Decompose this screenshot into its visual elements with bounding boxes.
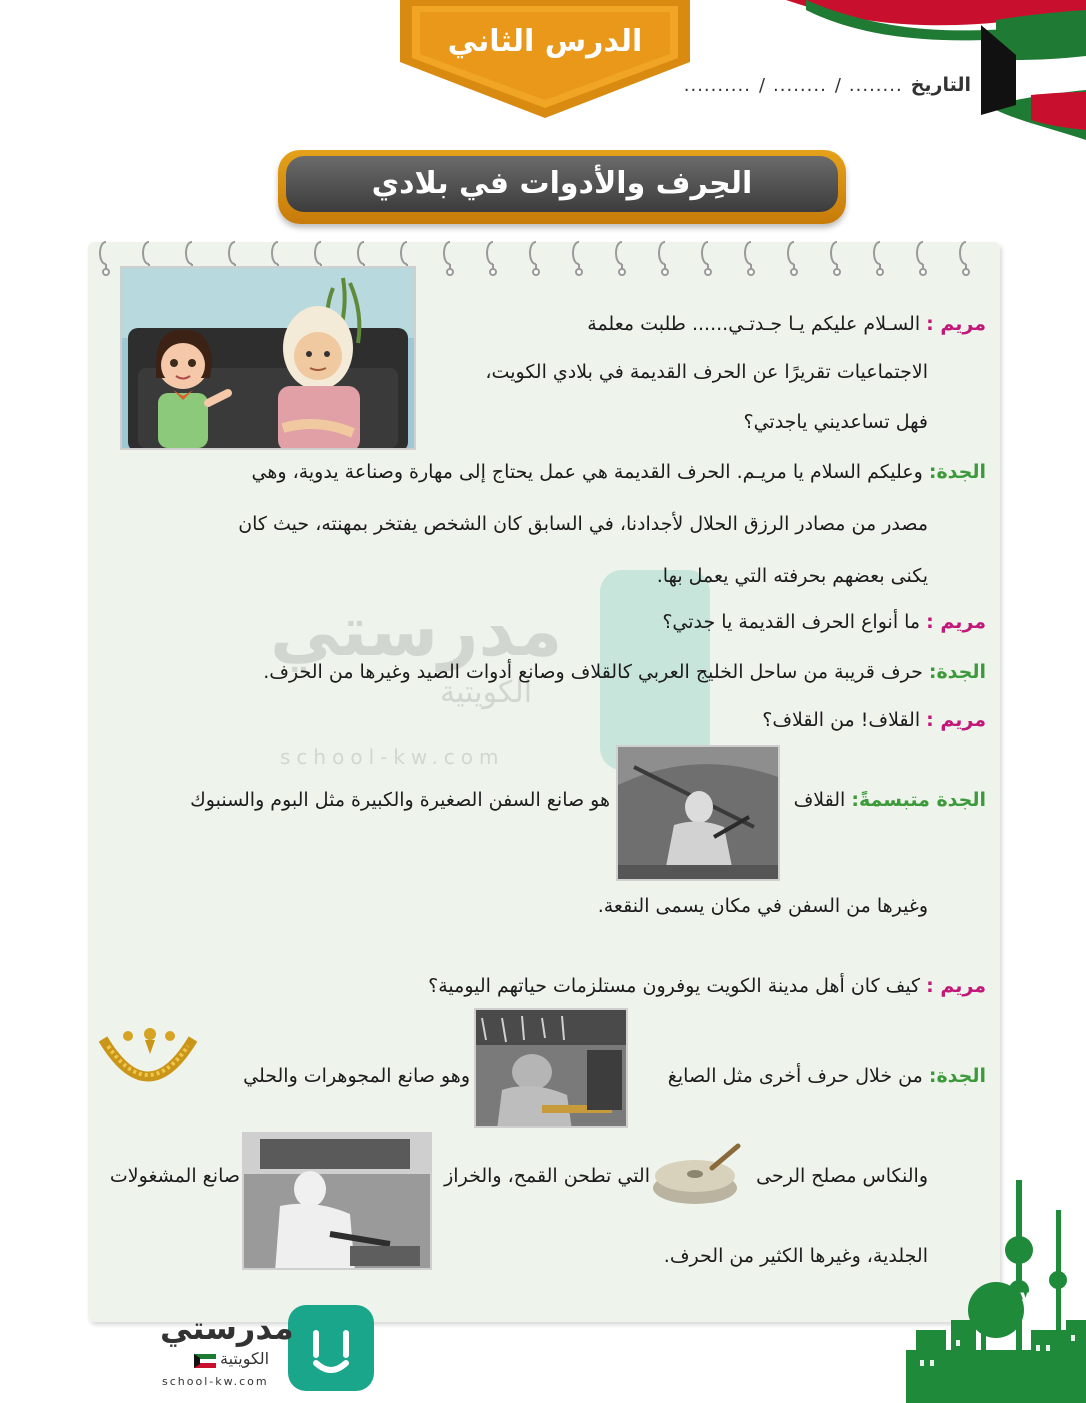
speaker-maryam: مريم :	[926, 709, 986, 731]
dialogue-text: الاجتماعيات تقريرًا عن الحرف القديمة في بلادي الكويت،	[485, 361, 928, 383]
dialogue-text: فهل تساعديني ياجدتي؟	[743, 411, 928, 433]
dialogue-text: من خلال حرف أخرى مثل الصايغ	[667, 1065, 923, 1087]
dialogue-line-18	[100, 1150, 240, 1202]
lesson-label: الدرس الثاني	[447, 24, 643, 59]
dialogue-text: وغيرها من السفن في مكان يسمى النقعة.	[597, 895, 928, 917]
page-title: الحِرف والأدوات في بلادي	[286, 156, 838, 212]
speaker-grandma: الجدة:	[928, 461, 986, 483]
date-day[interactable]: ........	[848, 75, 903, 96]
dialogue-text: يكنى بعضهم بحرفته التي يعمل بها.	[656, 565, 928, 587]
speaker-maryam: مريم :	[926, 975, 986, 997]
spiral-ring	[745, 242, 751, 272]
goldsmith-photo	[474, 1008, 628, 1128]
dialogue-line-6	[98, 550, 928, 602]
dialogue-text: الجلدية، وغيرها الكثير من الحرف.	[663, 1245, 928, 1267]
spiral-ring	[573, 242, 579, 272]
ring-hole	[533, 269, 539, 275]
lesson-banner	[400, 0, 690, 118]
maryam-grandma-illustration	[120, 266, 416, 450]
millstone-image	[650, 1140, 745, 1210]
dialogue-line-11	[100, 774, 610, 826]
dialogue-line-2	[408, 346, 928, 398]
dialogue-line-9	[106, 694, 986, 746]
watermark-sub: الكويتية	[440, 675, 533, 710]
spiral-ring	[874, 242, 880, 272]
ring-hole	[963, 269, 969, 275]
speaker-grandma: الجدة:	[928, 1065, 986, 1087]
ring-hole	[920, 269, 926, 275]
dialogue-line-3	[408, 396, 928, 448]
spiral-ring	[444, 242, 450, 272]
watermark-url: school-kw.com	[280, 745, 505, 769]
dialogue-text: صانع المشغولات	[109, 1165, 240, 1187]
dialogue-line-12	[328, 880, 928, 932]
dialogue-line-16	[748, 1150, 928, 1202]
dialogue-line-19	[528, 1230, 928, 1282]
dialogue-text: ما أنواع الحرف القديمة يا جدتي؟	[662, 611, 921, 633]
speaker-maryam: مريم :	[926, 313, 986, 335]
ring-hole	[619, 269, 625, 275]
date-line	[684, 74, 971, 96]
dialogue-line-1	[426, 298, 986, 350]
page-number: ٧٠	[1020, 1288, 1042, 1309]
gold-jewelry-image	[98, 1024, 198, 1098]
spiral-ring	[917, 242, 923, 272]
watermark-brand: مدرستي	[270, 590, 563, 672]
dialogue-line-15	[200, 1050, 470, 1102]
ring-hole	[447, 269, 453, 275]
dialogue-line-14	[626, 1050, 986, 1102]
kuwait-flag-ribbon	[786, 0, 1086, 140]
kuwait-towers-skyline	[906, 1170, 1086, 1403]
ring-hole	[791, 269, 797, 275]
ring-hole	[103, 269, 109, 275]
logo-url: school-kw.com	[162, 1375, 269, 1388]
ring-hole	[705, 269, 711, 275]
kuwait-flag-icon	[194, 1353, 216, 1367]
logo-brand: مدرستي	[160, 1309, 294, 1347]
spiral-ring	[530, 242, 536, 272]
dialogue-line-10	[746, 774, 986, 826]
ring-hole	[877, 269, 883, 275]
dialogue-text: وهو صانع المجوهرات والحلي	[243, 1065, 470, 1087]
ring-hole	[748, 269, 754, 275]
title-banner	[278, 150, 846, 224]
date-separator: /	[834, 75, 841, 96]
dialogue-line-17	[436, 1150, 650, 1202]
dialogue-text: مصدر من مصادر الرزق الحلال لأجدادنا، في السابق كان الشخص يفتخر بمهنته، حيث كان	[238, 513, 928, 535]
ring-hole	[576, 269, 582, 275]
leatherworker-photo	[242, 1132, 432, 1270]
spiral-ring	[831, 242, 837, 272]
spiral-ring	[659, 242, 665, 272]
spiral-ring	[960, 242, 966, 272]
dialogue-text: حرف قريبة من ساحل الخليج العربي كالقلاف وصانع أدوات الصيد وغيرها من الحرف.	[263, 661, 923, 683]
dialogue-text: القلاف! من القلاف؟	[762, 709, 921, 731]
ring-hole	[490, 269, 496, 275]
spiral-ring	[788, 242, 794, 272]
logo-sub: الكويتية	[220, 1349, 270, 1368]
date-year[interactable]: ..........	[683, 75, 751, 96]
dialogue-line-5	[98, 498, 928, 550]
ring-hole	[662, 269, 668, 275]
dialogue-line-4	[86, 446, 986, 498]
dialogue-text: التي تطحن القمح، والخراز	[444, 1165, 650, 1187]
spiral-ring	[702, 242, 708, 272]
date-month[interactable]: ........	[773, 75, 827, 96]
dialogue-text: وعليكم السلام يا مريـم. الحرف القديمة هي عمل يحتاج إلى مهارة وصناعة يدوية، وهي	[251, 461, 923, 483]
spiral-ring	[616, 242, 622, 272]
speaker-maryam: مريم :	[926, 611, 986, 633]
spiral-ring	[100, 242, 106, 272]
dialogue-line-8	[86, 646, 986, 698]
dialogue-text: والنكاس مصلح الرحى	[756, 1165, 928, 1187]
dialogue-text: هو صانع السفن الصغيرة والكبيرة مثل البوم والسنبوك	[190, 789, 610, 811]
speaker-grandma: الجدة:	[928, 661, 986, 683]
dialogue-text: القلاف	[793, 789, 846, 811]
dialogue-text: السـلام عليكم يـا جـدتـي...... طلبت معلمة	[587, 313, 921, 335]
ring-hole	[834, 269, 840, 275]
speaker-grandma: الجدة متبسمةً:	[851, 789, 986, 811]
dialogue-line-7	[106, 596, 986, 648]
dialogue-line-13	[106, 960, 986, 1012]
dialogue-text: كيف كان أهل مدينة الكويت يوفرون مستلزمات حياتهم اليومية؟	[428, 975, 921, 997]
date-label: التاريخ	[910, 74, 971, 96]
footer-logo[interactable]	[160, 1305, 375, 1395]
spiral-ring	[487, 242, 493, 272]
logo-mark	[288, 1305, 374, 1391]
date-separator: /	[758, 75, 766, 96]
